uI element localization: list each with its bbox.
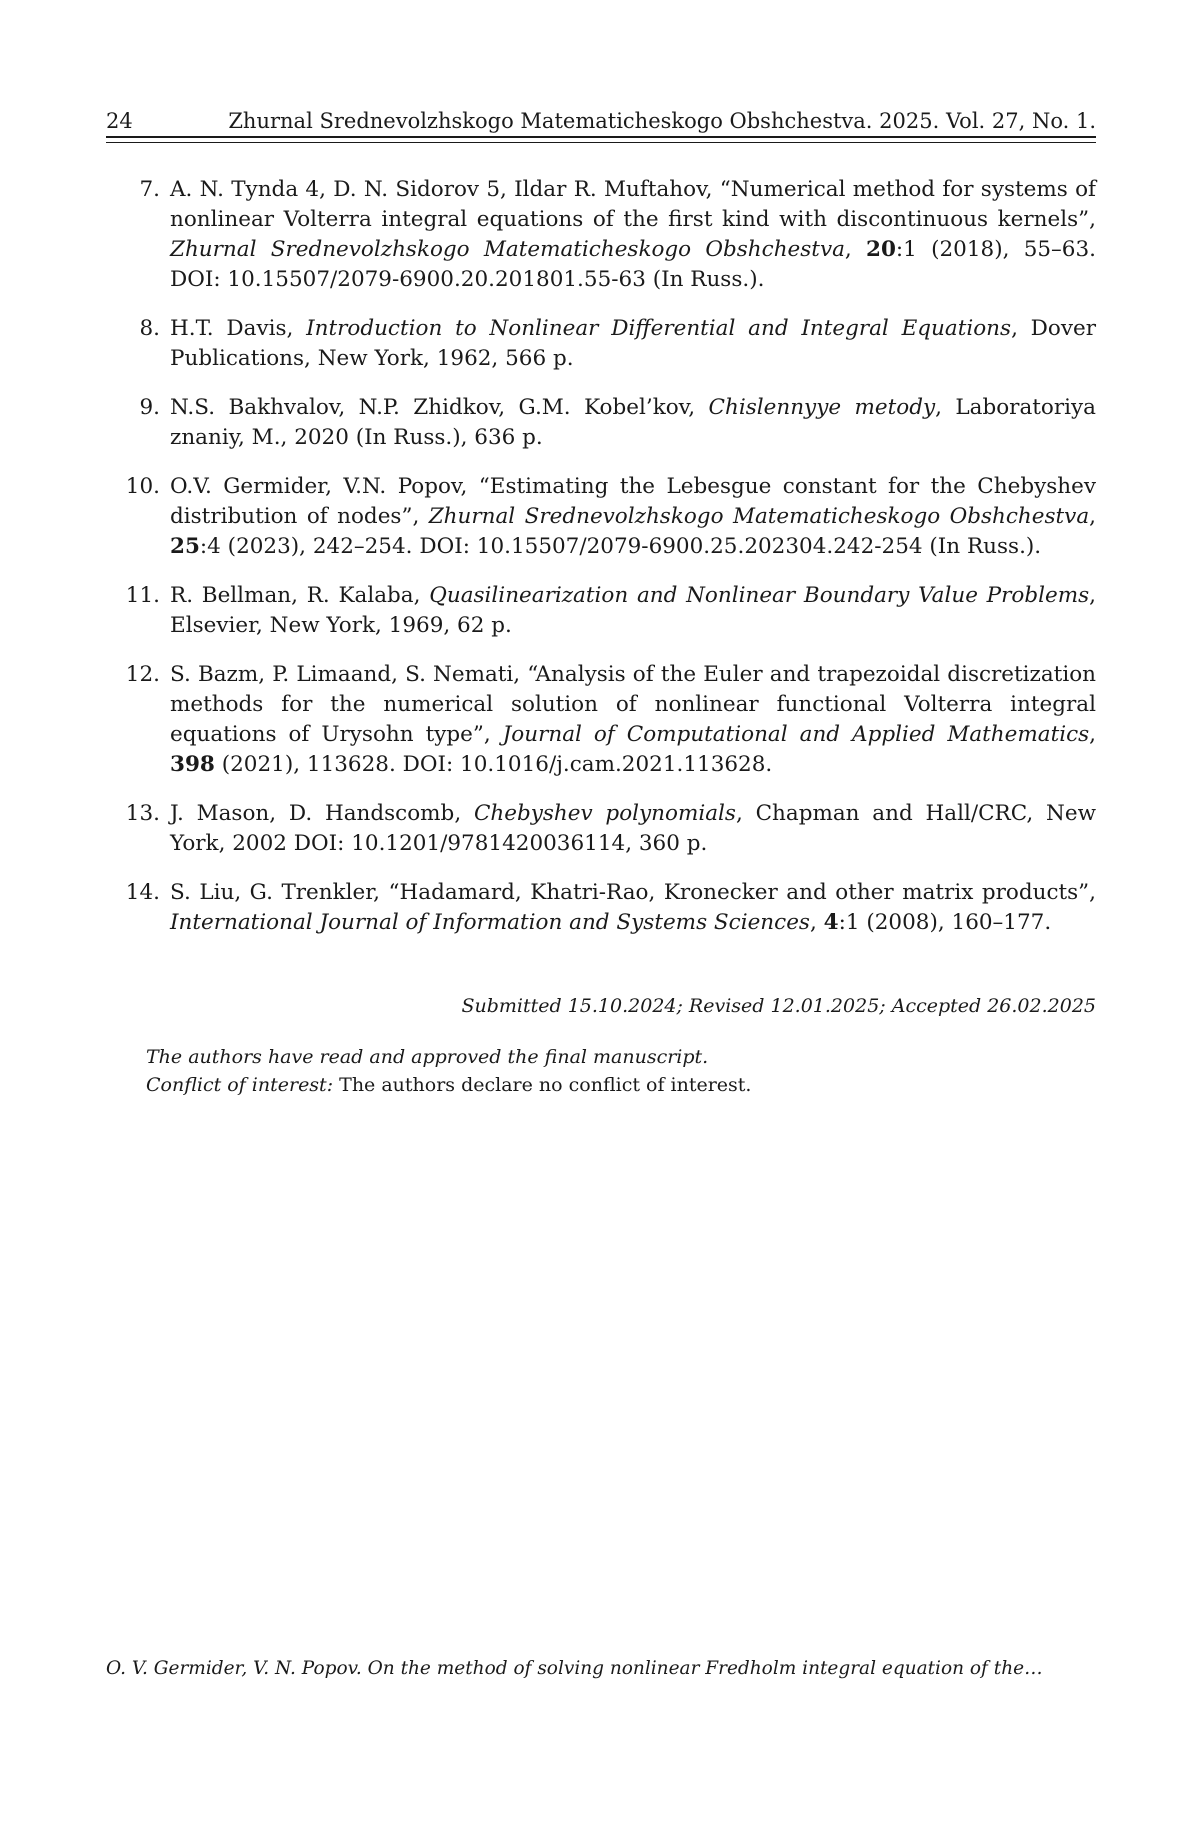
reference-number: 9.: [139, 395, 160, 420]
reference-item: [106, 472, 1096, 562]
reference-number: 13.: [125, 801, 160, 826]
reference-number: 11.: [125, 583, 160, 608]
reference-title: Zhurnal Srednevolzhskogo Matematicheskogo Obshchestva: [428, 504, 1090, 529]
conflict-statement: [146, 1071, 751, 1099]
reference-text: ,: [1089, 722, 1096, 747]
reference-text: :1 (2018), 55–63. DOI: 10.15507/2079-6900.20.201801.55-63 (In Russ.).: [170, 237, 1096, 292]
reference-text: N.S. Bakhvalov, N.P. Zhidkov, G.M. Kobel’kov,: [170, 395, 709, 420]
header-rule-thick: [106, 136, 1096, 138]
reference-title: Chislennyye metody: [708, 395, 936, 420]
reference-text: , Elsevier, New York, 1969, 62 p.: [170, 583, 1096, 638]
approval-statement: The authors have read and approved the final manuscript.: [146, 1046, 709, 1068]
reference-number: 10.: [125, 474, 160, 499]
reference-title: Quasilinearization and Nonlinear Boundary Value Problems: [429, 583, 1090, 608]
reference-number: 8.: [139, 316, 160, 341]
reference-item: [106, 314, 1096, 374]
reference-title: Zhurnal Srednevolzhskogo Matematicheskogo Obshchestva: [170, 237, 845, 262]
author-statements: [146, 1043, 751, 1099]
reference-item: [106, 660, 1096, 780]
reference-number: 14.: [125, 880, 160, 905]
reference-text: ,: [1089, 504, 1096, 529]
reference-text: :1 (2008), 160–177.: [838, 910, 1052, 935]
reference-text: ,: [809, 910, 824, 935]
conflict-label: Conflict of interest:: [146, 1074, 334, 1096]
reference-list: [106, 175, 1096, 957]
reference-title: Introduction to Nonlinear Differential and Integral Equations: [306, 316, 1012, 341]
reference-title: Journal of Computational and Applied Mathematics: [502, 722, 1090, 747]
reference-text: S. Liu, G. Trenkler, “Hadamard, Khatri-Rao, Kronecker and other matrix products”,: [170, 880, 1096, 905]
reference-item: [106, 581, 1096, 641]
reference-text: (2021), 113628. DOI: 10.1016/j.cam.2021.113628.: [214, 752, 773, 777]
reference-text: , Laboratoriya znaniy, M., 2020 (In Russ.), 636 p.: [170, 395, 1096, 450]
paper-page: [106, 0, 1096, 1835]
reference-text: S. Bazm, P. Limaand, S. Nemati, “Analysis of the Euler and trapezoidal discretization methods for the numerical solution of nonlinear functional Volterra integral equations of Urysohn type”,: [170, 662, 1096, 747]
reference-text: H.T. Davis,: [170, 316, 307, 341]
reference-text: R. Bellman, R. Kalaba,: [170, 583, 430, 608]
reference-item: [106, 393, 1096, 453]
reference-item: [106, 799, 1096, 859]
conflict-text: The authors declare no conflict of interest.: [333, 1074, 752, 1096]
page-number: 24: [106, 109, 133, 133]
reference-text: , Dover Publications, New York, 1962, 566 p.: [170, 316, 1097, 371]
reference-volume: 4: [823, 910, 839, 935]
reference-number: 7.: [139, 177, 160, 202]
reference-volume: 398: [170, 752, 215, 777]
reference-volume: 25: [170, 534, 200, 559]
running-head: [106, 106, 1096, 136]
reference-text: , Chapman and Hall/CRC, New York, 2002 DOI: 10.1201/9781420036114, 360 p.: [170, 801, 1096, 856]
reference-text: ,: [844, 237, 866, 262]
reference-text: J. Mason, D. Handscomb,: [170, 801, 474, 826]
reference-text: :4 (2023), 242–254. DOI: 10.15507/2079-6900.25.202304.242-254 (In Russ.).: [199, 534, 1042, 559]
submission-dates: Submitted 15.10.2024; Revised 12.01.2025; Accepted 26.02.2025: [461, 995, 1096, 1017]
reference-title: Chebyshev polynomials: [473, 801, 736, 826]
reference-volume: 20: [866, 237, 896, 262]
header-rule-thin: [106, 142, 1096, 143]
reference-title: International Journal of Information and Systems Sciences: [170, 910, 810, 935]
journal-title: Zhurnal Srednevolzhskogo Matematicheskogo Obshchestva. 2025. Vol. 27, No. 1.: [228, 109, 1096, 133]
reference-text: O.V. Germider, V.N. Popov, “Estimating the Lebesgue constant for the Chebyshev distribution of nodes”,: [170, 474, 1096, 529]
reference-item: [106, 878, 1096, 938]
reference-text: A. N. Tynda 4, D. N. Sidorov 5, Ildar R. Muftahov, “Numerical method for systems of nonlinear Volterra integral equations of the first kind with discontinuous kernels”,: [170, 177, 1096, 232]
reference-number: 12.: [125, 662, 160, 687]
running-footer: O. V. Germider, V. N. Popov. On the method of solving nonlinear Fredholm integral equation of the…: [106, 1658, 1043, 1679]
reference-item: [106, 175, 1096, 295]
